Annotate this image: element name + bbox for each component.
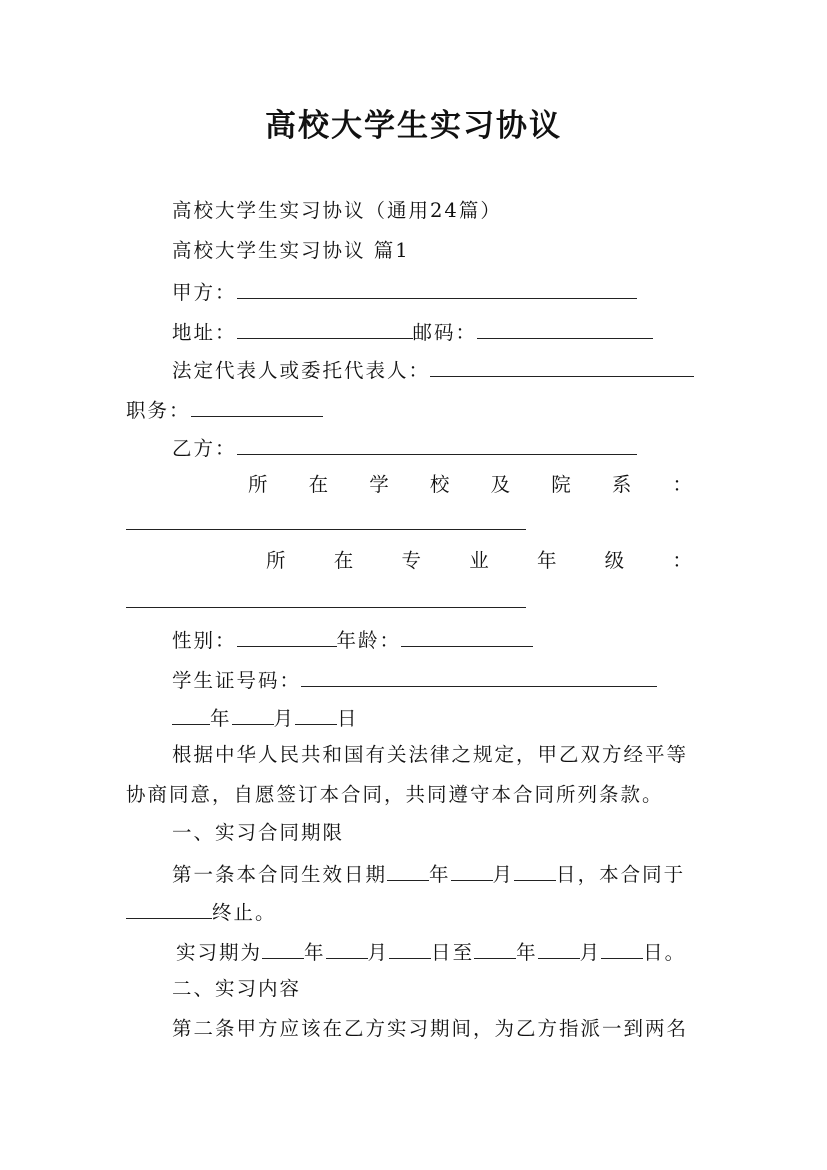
student-id-label: 学生证号码： xyxy=(172,669,302,692)
age-blank xyxy=(401,626,533,647)
label-char: 年 xyxy=(536,549,557,572)
period-month2-blank xyxy=(538,938,580,959)
position-blank xyxy=(191,396,323,417)
month-blank xyxy=(232,704,274,725)
gender-blank xyxy=(237,626,337,647)
month-label: 月 xyxy=(273,707,296,730)
label-char: 及 xyxy=(490,473,511,496)
section-heading: 高校大学生实习协议 篇1 xyxy=(172,239,410,262)
party-b-blank xyxy=(237,434,637,455)
school-dept-label xyxy=(248,472,692,498)
day-label: 日 xyxy=(431,941,453,964)
period-day2-blank xyxy=(601,938,643,959)
label-char: 系 xyxy=(611,473,632,496)
date-line xyxy=(172,704,359,732)
legal-rep-line xyxy=(172,356,694,384)
address-label: 地址： xyxy=(172,321,237,344)
gender-age-line xyxy=(172,626,533,654)
party-b-line xyxy=(172,434,637,462)
period-to: 至 xyxy=(452,941,475,964)
document-title: 高校大学生实习协议 xyxy=(265,108,562,144)
label-char: 在 xyxy=(333,549,354,572)
period-day1-blank xyxy=(389,938,431,959)
major-grade-label xyxy=(266,548,692,574)
postcode-label: 邮码： xyxy=(412,321,478,344)
article1-line1 xyxy=(172,860,685,888)
legal-rep-blank xyxy=(430,356,694,377)
article2-line1: 第二条甲方应该在乙方实习期间，为乙方指派一到两名 xyxy=(172,1017,689,1040)
label-char: 专 xyxy=(401,549,421,572)
party-a-line xyxy=(172,278,637,306)
address-line xyxy=(172,318,653,346)
day-label: 日 xyxy=(556,863,578,886)
period-year1-blank xyxy=(262,938,304,959)
address-blank xyxy=(237,318,413,339)
postcode-blank xyxy=(477,318,653,339)
art1-year-blank xyxy=(387,860,429,881)
art1-day-blank xyxy=(514,860,556,881)
period-month1-blank xyxy=(326,938,368,959)
period-prefix: 实习期为 xyxy=(176,941,263,964)
legal-rep-label: 法定代表人或委托代表人： xyxy=(172,359,431,382)
student-id-line xyxy=(172,666,657,694)
heading-1: 一、实习合同期限 xyxy=(172,821,345,844)
label-char: 在 xyxy=(308,473,329,496)
label-char: ： xyxy=(672,549,692,572)
year-label: 年 xyxy=(304,941,326,964)
art1-month-blank xyxy=(451,860,493,881)
label-char: 所 xyxy=(248,473,268,496)
para1-line2: 协商同意，自愿签订本合同，共同遵守本合同所列条款。 xyxy=(126,783,664,806)
gender-label: 性别： xyxy=(172,629,237,652)
party-a-label: 甲方： xyxy=(172,281,237,304)
month-label: 月 xyxy=(579,941,602,964)
period-end: 。 xyxy=(664,941,687,964)
label-char: 业 xyxy=(469,549,489,572)
day-label: 日 xyxy=(643,941,665,964)
art1-end-blank xyxy=(126,898,212,919)
age-label: 年龄： xyxy=(336,629,402,652)
label-char: 所 xyxy=(266,549,286,572)
position-line xyxy=(126,396,323,424)
para1-line1: 根据中华人民共和国有关法律之规定，甲乙双方经平等 xyxy=(172,743,689,766)
month-label: 月 xyxy=(367,941,390,964)
label-char: 院 xyxy=(551,473,571,496)
internship-period-line xyxy=(176,938,686,966)
student-id-blank xyxy=(301,666,657,687)
heading-2: 二、实习内容 xyxy=(172,977,302,1000)
day-label: 日 xyxy=(337,707,359,730)
label-char: 学 xyxy=(369,473,389,496)
label-char: ： xyxy=(672,473,692,496)
article1-suffix: ，本合同于 xyxy=(577,863,686,886)
article1-end: 终止。 xyxy=(212,901,277,924)
year-blank xyxy=(172,704,210,725)
party-b-label: 乙方： xyxy=(172,437,237,460)
year-label: 年 xyxy=(516,941,538,964)
day-blank xyxy=(295,704,337,725)
article1-line2 xyxy=(126,898,277,926)
year-label: 年 xyxy=(429,863,451,886)
label-char: 校 xyxy=(429,473,450,496)
year-label: 年 xyxy=(210,707,232,730)
major-grade-blank xyxy=(126,607,526,608)
party-a-blank xyxy=(237,278,637,299)
label-char: 级 xyxy=(604,549,625,572)
subtitle: 高校大学生实习协议（通用24篇） xyxy=(172,199,502,222)
month-label: 月 xyxy=(492,863,515,886)
article1-prefix: 第一条本合同生效日期 xyxy=(172,863,388,886)
position-label: 职务： xyxy=(126,399,191,422)
period-year2-blank xyxy=(474,938,516,959)
school-dept-blank xyxy=(126,529,526,530)
